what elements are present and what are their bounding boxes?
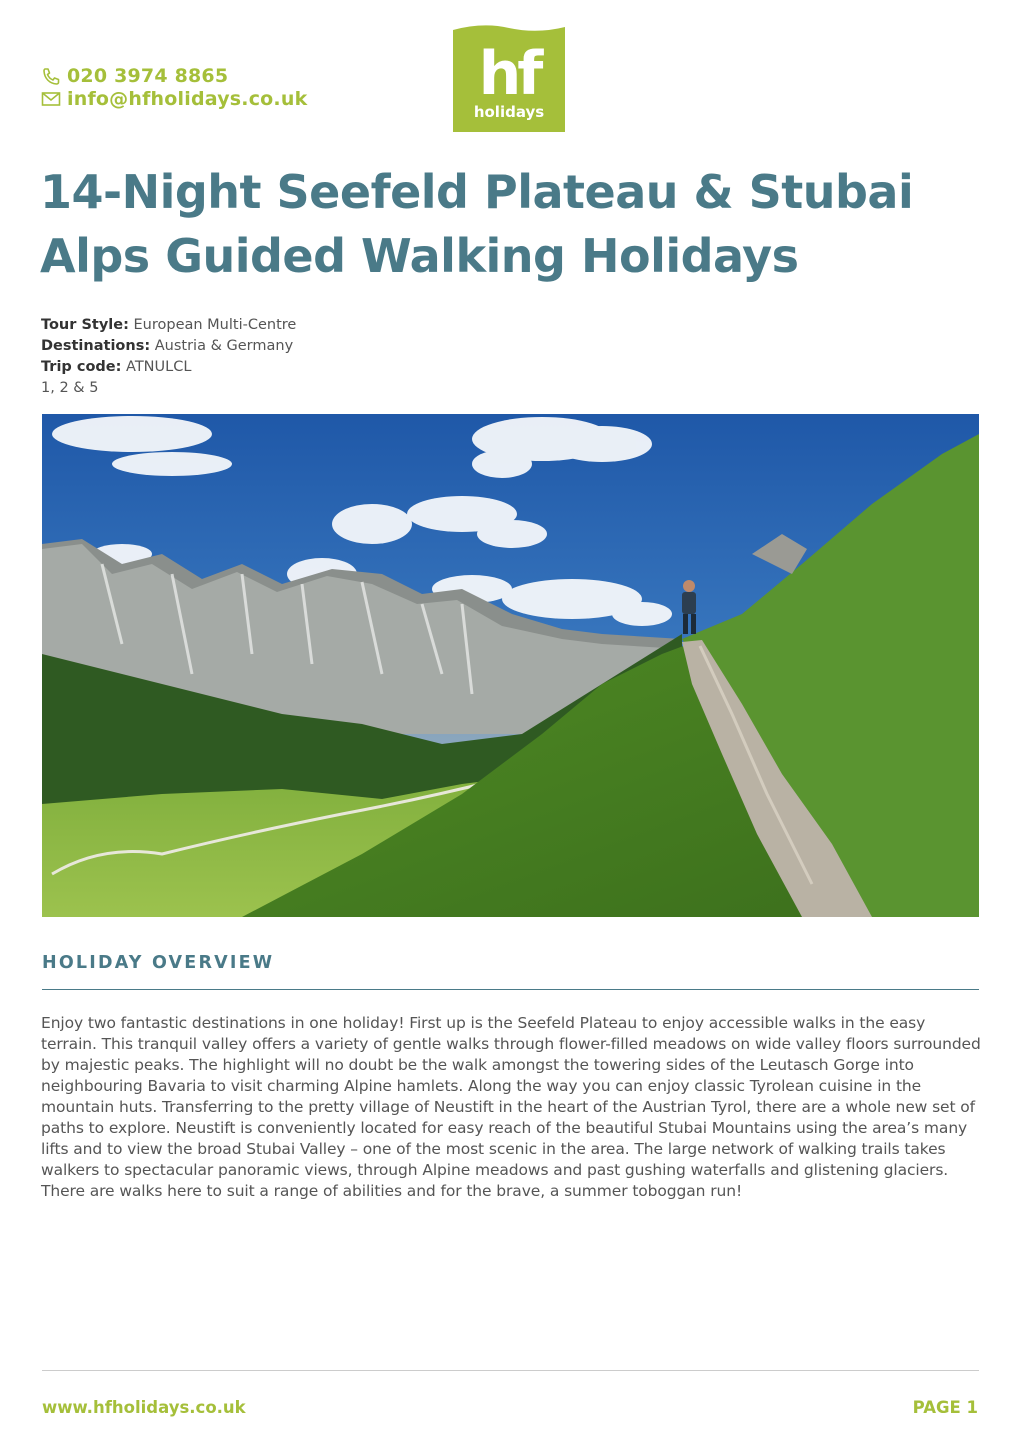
email-row[interactable] [41, 87, 307, 110]
footer-divider [42, 1370, 979, 1371]
tour-style-row [41, 315, 296, 336]
phone-icon [41, 67, 61, 85]
envelope-icon [41, 90, 61, 108]
holiday-overview-heading: HOLIDAY OVERVIEW [42, 953, 275, 973]
contact-block [41, 64, 307, 110]
trip-code-value: ATNULCL [126, 359, 192, 375]
trip-code-row [41, 357, 296, 378]
trip-code-label: Trip code: [41, 359, 122, 375]
destinations-value: Austria & Germany [154, 338, 294, 354]
trip-meta [41, 315, 296, 399]
phone-row[interactable] [41, 64, 307, 87]
page-title: 14-Night Seefeld Plateau & Stubai Alps Guided Walking Holidays [40, 165, 914, 283]
phone-number[interactable]: 020 3974 8865 [67, 64, 229, 87]
page-number: PAGE 1 [912, 1398, 978, 1417]
logo-word: holidays [473, 103, 545, 121]
hf-holidays-logo[interactable] [453, 24, 565, 132]
logo-mark: hf [478, 39, 540, 109]
destinations-row [41, 336, 296, 357]
tour-style-value: European Multi-Centre [133, 317, 297, 333]
email-address[interactable]: info@hfholidays.co.uk [67, 87, 308, 110]
holiday-overview-text: Enjoy two fantastic destinations in one holiday! First up is the Seefeld Plateau to enjoy accessible walks in the easy terrain. This tranquil valley offers a variety of gentle walks through flower-filled meadows on wide valley floors surrounded by majestic peaks. The highlight will no doubt be the walk amongst the towering sides of the Leutasch Gorge into neighbouring Bavaria to visit charming Alpine hamlets. Along the way you can enjoy classic Tyrolean cuisine in the mountain huts. Transferring to the pretty village of Neustift in the heart of the Austrian Tyrol, there are a whole new set of paths to explore. Neustift is conveniently located for easy reach of the beautiful Stubai Mountains using the area’s many lifts and to view the broad Stubai Valley – one of the most scenic in the area. The large network of walking trails takes walkers to spectacular panoramic views, through Alpine meadows and past gushing waterfalls and glistening glaciers. There are walks here to suit a range of abilities and for the brave, a summer toboggan run! [41, 1014, 981, 1200]
destinations-label: Destinations: [41, 338, 151, 354]
hero-image-mountain-trail [42, 414, 979, 917]
section-divider [42, 989, 979, 990]
grades: 1, 2 & 5 [41, 380, 99, 396]
footer-website-link[interactable]: www.hfholidays.co.uk [42, 1398, 246, 1417]
tour-style-label: Tour Style: [41, 317, 129, 333]
